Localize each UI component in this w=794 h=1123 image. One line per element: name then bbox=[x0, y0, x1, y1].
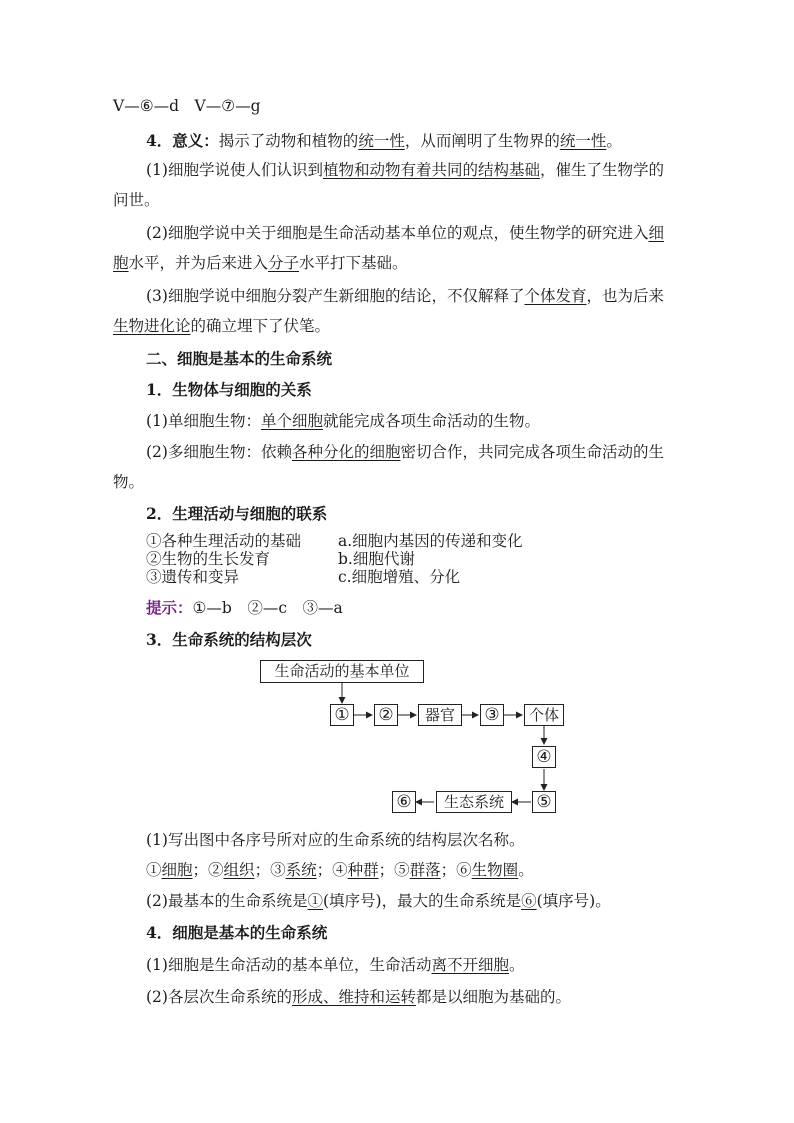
box-individual: 个体 bbox=[524, 704, 564, 726]
text: 水平，并为后来进入 bbox=[128, 254, 269, 272]
answer-underline: 细胞 bbox=[161, 861, 193, 879]
roman-pairs: Ⅴ—⑥—d Ⅴ—⑦—g bbox=[113, 97, 261, 115]
match-left-1: ①各种生理活动的基础 bbox=[146, 532, 302, 550]
answer-underline: 统一性 bbox=[358, 132, 405, 150]
match-left-2: ②生物的生长发育 bbox=[146, 550, 271, 568]
answer-underline: 系统 bbox=[285, 861, 317, 879]
box-5: ⑤ bbox=[532, 791, 556, 813]
text: ，从而阐明了生物界的 bbox=[404, 132, 560, 150]
box-4: ④ bbox=[532, 746, 556, 768]
text: ① bbox=[146, 861, 162, 879]
text: (2)各层次生命系统的 bbox=[146, 988, 292, 1006]
item-levels bbox=[146, 987, 571, 1007]
item-unicellular bbox=[146, 411, 540, 431]
item-multicellular-cont bbox=[113, 472, 144, 492]
text: ；② bbox=[192, 861, 224, 879]
subheading-3: 3．生命系统的结构层次 bbox=[146, 630, 312, 649]
paragraph-2 bbox=[146, 223, 664, 243]
answer-underline: 胞 bbox=[113, 254, 129, 272]
text: (1)细胞学说使人们认识到 bbox=[146, 161, 323, 179]
box-ecosystem: 生态系统 bbox=[436, 791, 512, 813]
hint-answer: ①—b ②—c ③—a bbox=[192, 599, 343, 617]
text: 。 bbox=[508, 956, 525, 974]
paragraph-3-cont bbox=[113, 316, 330, 336]
match-right-c: c.细胞增殖、分化 bbox=[338, 568, 461, 586]
text: ，催生了生物学的 bbox=[539, 161, 664, 179]
match-left-3: ③遗传和变异 bbox=[146, 568, 240, 586]
text: 就能完成各项生命活动的生物。 bbox=[322, 412, 540, 430]
subheading-4: 4．细胞是基本的生命系统 bbox=[146, 923, 328, 942]
answer-underline: 植物和动物有着共同的结构基础 bbox=[322, 161, 540, 179]
section-heading-2: 二、细胞是基本的生命系统 bbox=[146, 349, 333, 368]
text: (1)细胞是生命活动的基本单位，生命活动 bbox=[146, 956, 432, 974]
text: 物。 bbox=[113, 473, 145, 491]
diagram-question-1: (1)写出图中各序号所对应的生命系统的结构层次名称。 bbox=[146, 831, 525, 849]
answer-underline: 生物圈 bbox=[471, 861, 519, 879]
text: 。 bbox=[606, 132, 622, 150]
answer-underline: 统一性 bbox=[559, 132, 607, 150]
subheading-1: 1．生物体与细胞的关系 bbox=[146, 380, 312, 399]
text: ；③ bbox=[254, 861, 286, 879]
text: (填序号)，最大的生命系统是 bbox=[322, 892, 522, 910]
text: ；⑤ bbox=[378, 861, 410, 879]
text: 都是以细胞为基础的。 bbox=[415, 988, 571, 1006]
text: (2)最基本的生命系统是 bbox=[146, 892, 308, 910]
box-1: ① bbox=[330, 704, 354, 726]
text: 问世。 bbox=[113, 191, 160, 209]
answer-underline: ① bbox=[307, 892, 323, 910]
subheading-2: 2．生理活动与细胞的联系 bbox=[146, 504, 328, 523]
text: 密切合作，共同完成各项生命活动的生 bbox=[400, 443, 664, 461]
text: 。 bbox=[518, 861, 534, 879]
answer-underline: 个体发育 bbox=[524, 287, 587, 305]
match-right-b: b.细胞代谢 bbox=[338, 550, 415, 568]
text: ；⑥ bbox=[440, 861, 472, 879]
text: 的确立埋下了伏笔。 bbox=[190, 317, 331, 335]
paragraph-1 bbox=[146, 160, 664, 180]
answer-underline: 群落 bbox=[409, 861, 441, 879]
text: ，也为后来 bbox=[586, 287, 664, 305]
text: ；④ bbox=[316, 861, 348, 879]
section-label: 4．意义： bbox=[146, 131, 219, 150]
paragraph-2-cont bbox=[113, 253, 408, 273]
text: (2)细胞学说中关于细胞是生命活动基本单位的观点，使生物学的研究进入 bbox=[146, 224, 649, 242]
answer-underline: ⑥ bbox=[521, 892, 537, 910]
text: 水平打下基础。 bbox=[299, 254, 408, 272]
answer-underline: 形成、维持和运转 bbox=[291, 988, 416, 1006]
box-organ: 器官 bbox=[418, 704, 462, 726]
text: (2)多细胞生物：依赖 bbox=[146, 443, 292, 461]
hint-line bbox=[146, 598, 343, 618]
paragraph-1-cont bbox=[113, 190, 160, 210]
text: (3)细胞学说中细胞分裂产生新细胞的结论，不仅解释了 bbox=[146, 287, 525, 305]
diagram-answer-1 bbox=[146, 860, 534, 880]
text: (填序号)。 bbox=[536, 892, 611, 910]
paragraph-3 bbox=[146, 286, 664, 306]
answer-underline: 各种分化的细胞 bbox=[291, 443, 401, 461]
box-6: ⑥ bbox=[392, 791, 416, 813]
match-right-a: a.细胞内基因的传递和变化 bbox=[338, 532, 523, 550]
box-2: ② bbox=[374, 704, 398, 726]
box-basic-unit: 生命活动的基本单位 bbox=[260, 660, 424, 683]
answer-underline: 离不开细胞 bbox=[431, 956, 509, 974]
answer-underline: 分子 bbox=[268, 254, 300, 272]
answer-underline: 单个细胞 bbox=[260, 412, 323, 430]
diagram-question-2 bbox=[146, 891, 611, 911]
text: (1)单细胞生物： bbox=[146, 412, 261, 430]
item-cell-unit bbox=[146, 955, 525, 975]
answer-underline: 细 bbox=[648, 224, 664, 242]
item-multicellular bbox=[146, 442, 664, 462]
answer-underline: 种群 bbox=[347, 861, 379, 879]
section-4-significance bbox=[146, 131, 622, 151]
text: 揭示了动物和植物的 bbox=[218, 132, 359, 150]
answer-underline: 组织 bbox=[223, 861, 255, 879]
box-3: ③ bbox=[480, 704, 504, 726]
answer-underline: 生物进化论 bbox=[113, 317, 191, 335]
hint-label: 提示： bbox=[146, 598, 193, 617]
text-line-roman bbox=[113, 96, 261, 116]
